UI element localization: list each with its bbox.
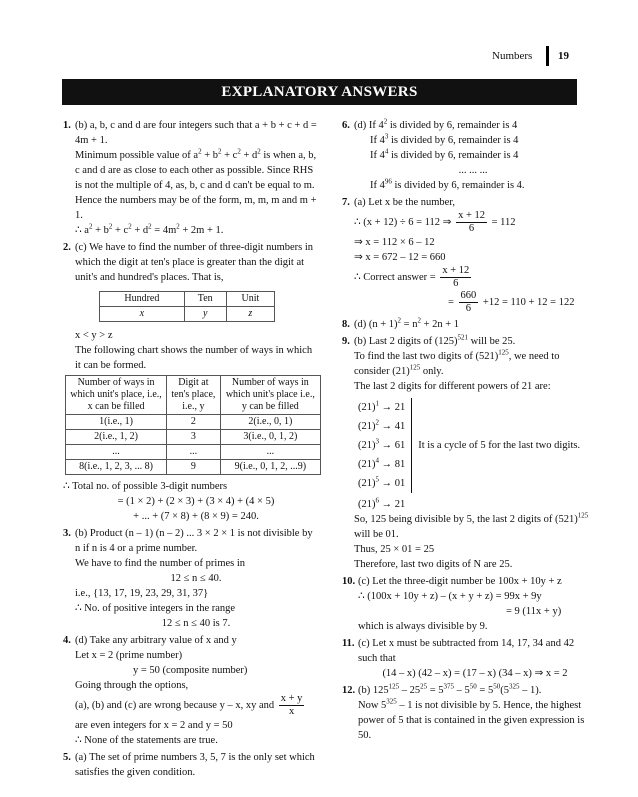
table-cell: z <box>226 307 274 322</box>
table-header-cell: Number of ways in which unit's place, i.e., x can be filled <box>66 376 167 415</box>
answer-3-text: We have to find the number of primes in <box>75 558 246 569</box>
answer-9-text: (b) Last 2 digits of $(125)^{521}$ will be 25. <box>354 333 516 347</box>
table-cell: 9(i.e., 0, 1, 2, ...9) <box>220 460 320 475</box>
table-cell: ... <box>167 445 221 460</box>
table-header-cell: Unit <box>226 292 274 307</box>
answer-5 <box>63 750 317 780</box>
running-header-section: Numbers <box>492 50 533 62</box>
answer-2-text: ∴ Total no. of possible 3-digit numbers <box>63 481 228 492</box>
answer-7-equation: ∴ (x + 12) ÷ 6 = 112 ⇒ $\frac{x + 12}{6}$ = 112 <box>354 210 516 234</box>
answer-12-equation: (b) $125^{125} - 25^{25} = 5^{375} - 5^{50} = 5^{50}(5^{325} - 1)$. <box>358 682 542 696</box>
answer-3 <box>63 526 317 631</box>
answer-3-set: i.e., {13, 17, 19, 23, 29, 31, 37} <box>75 588 209 599</box>
answer-4-text: ∴ None of the statements are true. <box>75 735 218 746</box>
cycle-row: $(21)^3 \to 61$ <box>358 437 406 451</box>
answer-9-text: Therefore, last two digits of N are 25. <box>354 559 513 570</box>
answer-4-text: Let x = 2 (prime number) <box>75 650 183 661</box>
fraction: $\frac{x + y}{x}$ <box>280 693 303 717</box>
answer-1-line: (b) a, b, c and d are four integers such that a + b + c + d = 4m + 1. <box>75 120 317 146</box>
answer-10-equation: = 9 (11x + y) <box>506 606 562 617</box>
answer-number: 3. <box>63 528 71 539</box>
answer-2-equation: = (1 × 2) + (2 × 3) + (3 × 4) + (4 × 5) <box>117 496 275 507</box>
answer-9-text: So, 125 being divisible by 5, the last 2 digits of $(521)^{125}$ will be 01. <box>354 511 589 540</box>
answer-1-equation: ∴ $a^2 + b^2 + c^2 + d^2 = 4m^2 + 2m + 1$. <box>75 222 224 236</box>
answer-number: 1. <box>63 120 71 131</box>
answer-6-line: If $4^3$ is divided by 6, remainder is 4 <box>370 132 519 146</box>
answer-4-text: (a), (b) and (c) are wrong because y – x, xy and $\frac{x + y}{x}$ <box>75 693 303 717</box>
table-cell: 2(i.e., 1, 2) <box>66 430 167 445</box>
answer-number: 12. <box>342 685 356 696</box>
answer-7-equation: = $\frac{660}{6}$ +12 = 110 + 12 = 122 <box>448 290 575 314</box>
answer-9-text: The last 2 digits for different powers of 21 are: <box>354 381 551 392</box>
fraction: $\frac{x + 12}{6}$ <box>442 265 470 289</box>
answer-number: 2. <box>63 242 71 253</box>
answer-number: 7. <box>342 197 350 208</box>
answer-7 <box>342 195 592 315</box>
answer-9-text: Thus, 25 × 01 = 25 <box>354 544 435 555</box>
answer-number: 5. <box>63 752 71 763</box>
answer-2 <box>63 240 317 524</box>
right-column <box>342 118 592 745</box>
table-header-cell: Ten <box>184 292 226 307</box>
power-cycle <box>358 398 592 493</box>
answer-4-text: (d) Take any arbitrary value of x and y <box>75 635 237 646</box>
answer-3-text: (b) Product (n – 1) (n – 2) ... 3 × 2 × 1 is not divisible by n if n is 4 or a prime number. <box>75 528 313 554</box>
table-header-cell: Hundred <box>100 292 185 307</box>
table-row <box>66 460 321 475</box>
table-header-cell: Digit at ten's place, i.e., y <box>167 376 221 415</box>
answer-8-equation: (d) $(n + 1)^2 = n^2 + 2n + 1$ <box>354 316 460 330</box>
cycle-bracket <box>358 398 412 493</box>
table-row <box>66 415 321 430</box>
answer-10 <box>342 574 592 634</box>
answer-6-ellipsis: ... ... ... <box>458 165 488 176</box>
answer-10-text: which is always divisible by 9. <box>358 621 488 632</box>
fraction: $\frac{x + 12}{6}$ <box>458 210 485 234</box>
cycle-row: $(21)^5 \to 01$ <box>358 475 406 489</box>
answer-12 <box>342 683 592 743</box>
answer-6 <box>342 118 592 193</box>
answer-4-text: are even integers for x = 2 and y = 50 <box>75 720 233 731</box>
answer-number: 8. <box>342 319 350 330</box>
ways-chart-table <box>65 375 321 475</box>
answer-12-text: Now $5^{325} - 1$ is not divisible by 5. Hence, the highest power of 5 that is contained in the given expression is 50. <box>358 697 585 741</box>
table-cell: 8(i.e., 1, 2, 3, ... 8) <box>66 460 167 475</box>
page-number: 19 <box>558 50 569 62</box>
table-cell: 2(i.e., 0, 1) <box>220 415 320 430</box>
table-cell: 1(i.e., 1) <box>66 415 167 430</box>
table-row <box>66 445 321 460</box>
answer-2-text: (c) We have to find the number of three-digit numbers in which the digit at ten's place is greater than the digit at unit's and hundred's places. That is, <box>75 242 314 283</box>
answer-6-line: (d) If $4^2$ is divided by 6, remainder is 4 <box>354 117 518 131</box>
answer-6-line: If $4^4$ is divided by 6, remainder is 4 <box>370 147 519 161</box>
answer-6-line: If $4^{96}$ is divided by 6, remainder is 4. <box>370 177 525 191</box>
cycle-row: $(21)^2 \to 41$ <box>358 418 406 432</box>
answer-10-text: (c) Let the three-digit number be 100x + 10y + z <box>358 576 562 587</box>
answer-8 <box>342 317 592 332</box>
answer-11 <box>342 636 592 681</box>
left-column <box>63 118 317 782</box>
answer-7-text: (a) Let x be the number, <box>354 197 456 208</box>
answer-number: 10. <box>342 576 356 587</box>
answer-2-text: The following chart shows the number of ways in which it can be formed. <box>75 345 313 371</box>
answer-7-equation: ∴ Correct answer = $\frac{x + 12}{6}$ <box>354 265 470 289</box>
table-cell: 3 <box>167 430 221 445</box>
answer-4-text: y = 50 (composite number) <box>133 665 248 676</box>
answer-number: 4. <box>63 635 71 646</box>
answer-11-equation: (14 – x) (42 – x) = (17 – x) (34 – x) ⇒ x = 2 <box>382 668 568 679</box>
cycle-note: It is a cycle of 5 for the last two digits. <box>418 440 581 451</box>
answer-9 <box>342 334 592 572</box>
table-row <box>66 430 321 445</box>
cycle-row: $(21)^1 \to 21$ <box>358 399 406 413</box>
table-cell: 9 <box>167 460 221 475</box>
answer-3-result: 12 ≤ n ≤ 40 is 7. <box>161 618 231 629</box>
answer-2-inequality: x < y > z <box>75 330 113 341</box>
answer-2-equation: + ... + (7 × 8) + (8 × 9) = 240. <box>133 511 259 522</box>
table-cell: y <box>184 307 226 322</box>
table-cell: x <box>100 307 185 322</box>
table-cell: 2 <box>167 415 221 430</box>
header-divider <box>546 46 549 66</box>
answer-1-text: Hence the numbers may be of the form, m, m, m and m + 1. <box>75 195 317 221</box>
answer-number: 6. <box>342 120 350 131</box>
answer-3-text: ∴ No. of positive integers in the range <box>75 603 236 614</box>
table-cell: ... <box>66 445 167 460</box>
answer-4 <box>63 633 317 748</box>
answer-number: 11. <box>342 638 355 649</box>
section-banner: EXPLANATORY ANSWERS <box>62 79 577 105</box>
table-header-cell: Number of ways in which unit's place i.e., y can be filled <box>220 376 320 415</box>
answer-3-range: 12 ≤ n ≤ 40. <box>170 573 222 584</box>
table-cell: 3(i.e., 0, 1, 2) <box>220 430 320 445</box>
answer-7-equation: ⇒ x = 112 × 6 – 12 <box>354 237 435 248</box>
answer-1-text: Minimum possible value of $a^2 + b^2 + c^2 + d^2$ is when a, b, c and d are as close to each other as possible. Since RHS is not the multiple of 4, as, b, c and d can't be equal to m. <box>75 147 317 191</box>
answer-4-text: Going through the options, <box>75 680 189 691</box>
table-cell: ... <box>220 445 320 460</box>
answer-number: 9. <box>342 336 350 347</box>
answer-11-text: (c) Let x must be subtracted from 14, 17, 34 and 42 such that <box>358 638 575 664</box>
answer-5-text: (a) The set of prime numbers 3, 5, 7 is the only set which satisfies the given condition. <box>75 752 315 778</box>
answer-7-equation: ⇒ x = 672 – 12 = 660 <box>354 252 446 263</box>
answer-10-equation: ∴ (100x + 10y + z) – (x + y + z) = 99x + 9y <box>358 591 542 602</box>
cycle-row: $(21)^6 \to 21$ <box>358 496 406 510</box>
fraction: $\frac{660}{6}$ <box>460 290 477 314</box>
answer-1 <box>63 118 317 238</box>
answer-9-text: To find the last two digits of $(521)^{125}$, we need to consider $(21)^{125}$ only. <box>354 348 560 377</box>
place-value-table <box>99 291 275 322</box>
cycle-row: $(21)^4 \to 81$ <box>358 456 406 470</box>
